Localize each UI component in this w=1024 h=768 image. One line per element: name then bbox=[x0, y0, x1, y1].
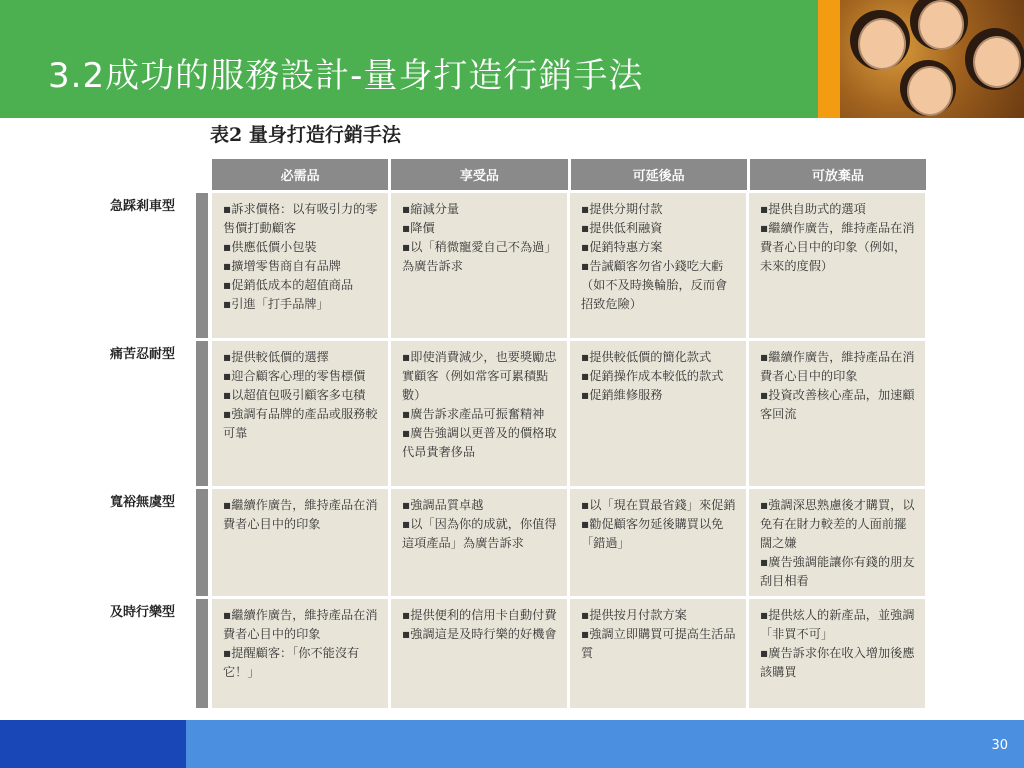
table-header-row bbox=[212, 159, 926, 190]
cell-item: ▪繼續作廣告，維持產品在消費者心目中的印象 bbox=[760, 350, 915, 383]
cell-item: ▪強調品質卓越 bbox=[402, 498, 484, 512]
cell-item: ▪促銷特惠方案 bbox=[581, 240, 663, 254]
cell-item: ▪以「稍微寵愛自己不為過」為廣告訴求 bbox=[402, 240, 557, 273]
table-cell bbox=[212, 599, 388, 708]
cell-item: ▪以「現在買最省錢」來促銷 bbox=[581, 498, 736, 512]
column-header: 可放棄品 bbox=[750, 159, 926, 190]
cell-item: ▪以超值包吸引顧客多屯積 bbox=[223, 388, 366, 402]
cell-item: ▪以「因為你的成就，你值得這項產品」為廣告訴求 bbox=[402, 517, 557, 550]
cell-item: ▪促銷維修服務 bbox=[581, 388, 663, 402]
table-cell bbox=[749, 193, 925, 338]
cell-item: ▪即使消費減少，也要獎勵忠實顧客（例如常客可累積點數） bbox=[402, 350, 557, 402]
cell-item: ▪廣告訴求你在收入增加後應該購買 bbox=[760, 646, 915, 679]
cell-item: ▪投資改善核心產品，加速顧客回流 bbox=[760, 388, 915, 421]
column-header: 可延後品 bbox=[571, 159, 747, 190]
cell-item: ▪繼續作廣告，維持產品在消費者心目中的印象（例如，未來的度假） bbox=[760, 221, 915, 273]
table-cell bbox=[570, 193, 746, 338]
table-cell bbox=[391, 489, 567, 596]
cell-item: ▪繼續作廣告，維持產品在消費者心目中的印象 bbox=[223, 498, 378, 531]
cell-item: ▪供應低價小包裝 bbox=[223, 240, 317, 254]
table-cell bbox=[570, 489, 746, 596]
row-label-bar bbox=[196, 341, 208, 486]
cell-item: ▪廣告強調能讓你有錢的朋友刮目相看 bbox=[760, 555, 915, 588]
cell-item: ▪擴增零售商自有品牌 bbox=[223, 259, 341, 273]
table-cell bbox=[391, 193, 567, 338]
column-header: 享受品 bbox=[391, 159, 567, 190]
table-cell bbox=[212, 193, 388, 338]
cell-item: ▪強調深思熟慮後才購買，以免有在財力較差的人面前擺闊之嫌 bbox=[760, 498, 915, 550]
row-label: 痛苦忍耐型 bbox=[110, 347, 176, 362]
cell-item: ▪提供較低價的選擇 bbox=[223, 350, 329, 364]
cell-item: ▪提供按月付款方案 bbox=[581, 608, 687, 622]
cell-item: ▪強調這是及時行樂的好機會 bbox=[402, 627, 557, 641]
cell-item: ▪強調立即購買可提高生活品質 bbox=[581, 627, 736, 660]
cell-item: ▪縮減分量 bbox=[402, 202, 460, 216]
table-cell bbox=[391, 599, 567, 708]
cell-item: ▪促銷操作成本較低的款式 bbox=[581, 369, 724, 383]
accent-stripe bbox=[818, 0, 840, 118]
cell-item: ▪提供便利的信用卡自動付費 bbox=[402, 608, 557, 622]
cell-item: ▪廣告訴求產品可振奮精神 bbox=[402, 407, 545, 421]
cell-item: ▪訴求價格：以有吸引力的零售價打動顧客 bbox=[223, 202, 378, 235]
cell-item: ▪促銷低成本的超值商品 bbox=[223, 278, 354, 292]
cell-item: ▪提醒顧客：「你不能沒有它！」 bbox=[223, 646, 360, 679]
table-title: 表2 量身打造行銷手法 bbox=[210, 124, 401, 146]
page-number: 30 bbox=[991, 738, 1008, 753]
row-label-bar bbox=[196, 599, 208, 708]
cell-item: ▪提供較低價的簡化款式 bbox=[581, 350, 712, 364]
cell-item: ▪提供低利融資 bbox=[581, 221, 663, 235]
row-label: 寬裕無虞型 bbox=[110, 495, 176, 510]
table-cell bbox=[570, 341, 746, 486]
cell-item: ▪勸促顧客勿延後購買以免「錯過」 bbox=[581, 517, 724, 550]
row-label-bar bbox=[196, 193, 208, 338]
table-cell bbox=[212, 489, 388, 596]
row-label: 急踩剎車型 bbox=[110, 199, 176, 214]
table-cell bbox=[749, 341, 925, 486]
cell-item: ▪告誡顧客勿省小錢吃大虧（如不及時換輪胎，反而會招致危險） bbox=[581, 259, 728, 311]
table-cell bbox=[749, 489, 925, 596]
table-cell bbox=[570, 599, 746, 708]
cell-item: ▪提供分期付款 bbox=[581, 202, 663, 216]
cell-item: ▪提供自助式的選項 bbox=[760, 202, 866, 216]
footer-bar-left bbox=[0, 720, 186, 768]
table-cell bbox=[749, 599, 925, 708]
table-cell bbox=[391, 341, 567, 486]
table-cell bbox=[212, 341, 388, 486]
cell-item: ▪強調有品牌的產品或服務較可靠 bbox=[223, 407, 378, 440]
column-header: 必需品 bbox=[212, 159, 388, 190]
cell-item: ▪繼續作廣告，維持產品在消費者心目中的印象 bbox=[223, 608, 378, 641]
slide-title: 3.2成功的服務設計-量身打造行銷手法 bbox=[48, 56, 644, 96]
cell-item: ▪降價 bbox=[402, 221, 435, 235]
row-label-bar bbox=[196, 489, 208, 596]
header-photo bbox=[840, 0, 1024, 118]
cell-item: ▪廣告強調以更普及的價格取代昂貴奢侈品 bbox=[402, 426, 557, 459]
cell-item: ▪提供炫人的新產品，並強調「非買不可」 bbox=[760, 608, 915, 641]
cell-item: ▪引進「打手品牌」 bbox=[223, 297, 329, 311]
footer-bar-right bbox=[186, 720, 1024, 768]
cell-item: ▪迎合顧客心理的零售標價 bbox=[223, 369, 366, 383]
row-label: 及時行樂型 bbox=[110, 605, 176, 620]
